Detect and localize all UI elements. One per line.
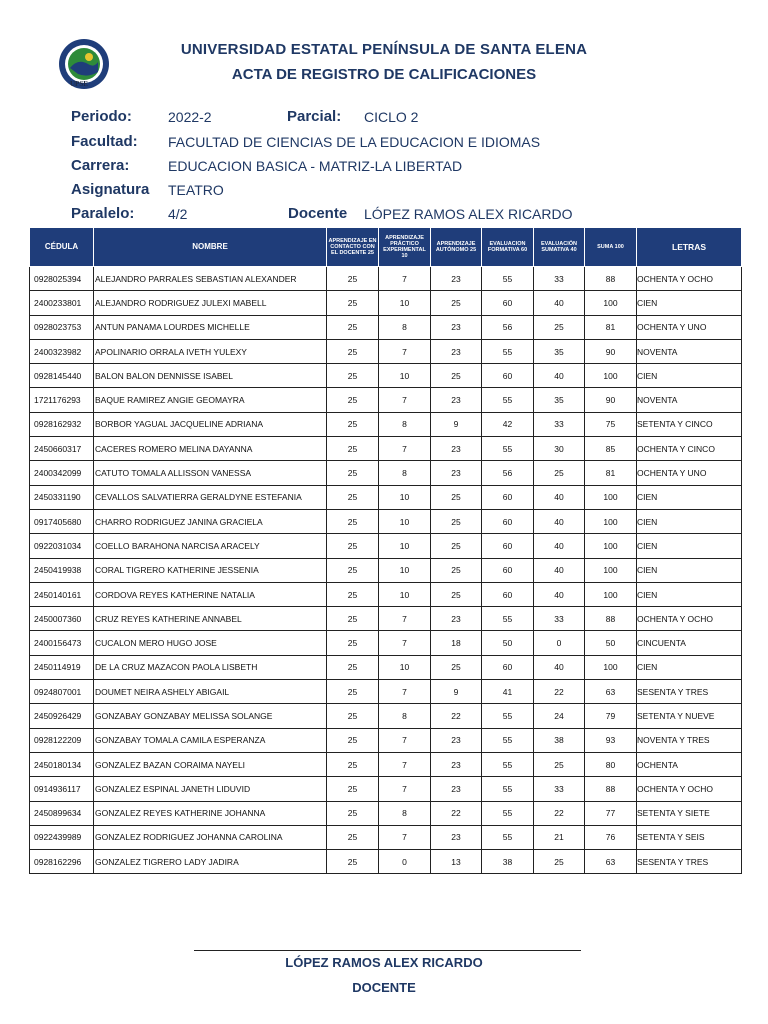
cell-nombre: BORBOR YAGUAL JACQUELINE ADRIANA — [94, 412, 327, 436]
cell-practico: 7 — [379, 388, 431, 412]
cell-cedula: 0922031034 — [30, 534, 94, 558]
table-row — [30, 680, 742, 704]
cell-contacto: 25 — [327, 850, 379, 874]
cell-sumativa: 33 — [534, 777, 585, 801]
table-row — [30, 267, 742, 291]
cell-autonomo: 23 — [431, 825, 482, 849]
cell-practico: 7 — [379, 825, 431, 849]
cell-practico: 8 — [379, 412, 431, 436]
cell-nombre: GONZALEZ ESPINAL JANETH LIDUVID — [94, 777, 327, 801]
cell-cedula: 2450926429 — [30, 704, 94, 728]
cell-letras: CIEN — [637, 582, 742, 606]
cell-practico: 10 — [379, 485, 431, 509]
col-header-formativa: EVALUACION FORMATIVA 60 — [482, 228, 534, 267]
cell-practico: 10 — [379, 364, 431, 388]
cell-nombre: CUCALON MERO HUGO JOSE — [94, 631, 327, 655]
cell-nombre: ALEJANDRO PARRALES SEBASTIAN ALEXANDER — [94, 267, 327, 291]
cell-nombre: CHARRO RODRIGUEZ JANINA GRACIELA — [94, 509, 327, 533]
cell-nombre: CATUTO TOMALA ALLISSON VANESSA — [94, 461, 327, 485]
table-row — [30, 607, 742, 631]
cell-practico: 0 — [379, 850, 431, 874]
cell-sumativa: 33 — [534, 412, 585, 436]
cell-suma: 100 — [585, 364, 637, 388]
cell-formativa: 55 — [482, 267, 534, 291]
cell-sumativa: 40 — [534, 558, 585, 582]
table-row — [30, 534, 742, 558]
cell-autonomo: 25 — [431, 534, 482, 558]
cell-autonomo: 23 — [431, 388, 482, 412]
cell-nombre: GONZALEZ BAZAN CORAIMA NAYELI — [94, 752, 327, 776]
cell-cedula: 0928023753 — [30, 315, 94, 339]
paralelo-label: Paralelo: — [71, 205, 135, 222]
cell-letras: SETENTA Y SIETE — [637, 801, 742, 825]
cell-nombre: GONZABAY TOMALA CAMILA ESPERANZA — [94, 728, 327, 752]
table-header-row — [30, 228, 742, 267]
table-row — [30, 752, 742, 776]
cell-autonomo: 25 — [431, 558, 482, 582]
cell-sumativa: 21 — [534, 825, 585, 849]
cell-contacto: 25 — [327, 315, 379, 339]
cell-formativa: 60 — [482, 534, 534, 558]
carrera-value: EDUCACION BASICA - MATRIZ-LA LIBERTAD — [168, 158, 463, 174]
cell-sumativa: 22 — [534, 801, 585, 825]
cell-formativa: 55 — [482, 777, 534, 801]
cell-practico: 8 — [379, 704, 431, 728]
table-row — [30, 315, 742, 339]
cell-nombre: ANTUN PANAMA LOURDES MICHELLE — [94, 315, 327, 339]
cell-suma: 100 — [585, 534, 637, 558]
cell-sumativa: 35 — [534, 339, 585, 363]
cell-autonomo: 22 — [431, 704, 482, 728]
cell-formativa: 55 — [482, 704, 534, 728]
cell-contacto: 25 — [327, 412, 379, 436]
cell-nombre: GONZALEZ RODRIGUEZ JOHANNA CAROLINA — [94, 825, 327, 849]
cell-practico: 7 — [379, 680, 431, 704]
cell-letras: NOVENTA — [637, 388, 742, 412]
cell-nombre: CRUZ REYES KATHERINE ANNABEL — [94, 607, 327, 631]
cell-practico: 7 — [379, 728, 431, 752]
table-row — [30, 509, 742, 533]
cell-suma: 79 — [585, 704, 637, 728]
cell-autonomo: 23 — [431, 607, 482, 631]
table-row — [30, 777, 742, 801]
cell-sumativa: 40 — [534, 485, 585, 509]
table-row — [30, 291, 742, 315]
periodo-label: Periodo: — [71, 108, 132, 125]
cell-formativa: 55 — [482, 437, 534, 461]
cell-cedula: 2450007360 — [30, 607, 94, 631]
cell-suma: 88 — [585, 607, 637, 631]
cell-suma: 90 — [585, 339, 637, 363]
cell-suma: 100 — [585, 558, 637, 582]
cell-cedula: 2450419938 — [30, 558, 94, 582]
cell-suma: 93 — [585, 728, 637, 752]
cell-letras: CIEN — [637, 291, 742, 315]
cell-letras: OCHENTA Y UNO — [637, 461, 742, 485]
cell-practico: 7 — [379, 607, 431, 631]
cell-sumativa: 40 — [534, 509, 585, 533]
signature-name: LÓPEZ RAMOS ALEX RICARDO — [285, 955, 483, 970]
cell-nombre: DOUMET NEIRA ASHELY ABIGAIL — [94, 680, 327, 704]
cell-cedula: 1721176293 — [30, 388, 94, 412]
cell-contacto: 25 — [327, 728, 379, 752]
cell-letras: NOVENTA — [637, 339, 742, 363]
cell-nombre: ALEJANDRO RODRIGUEZ JULEXI MABELL — [94, 291, 327, 315]
cell-practico: 7 — [379, 752, 431, 776]
cell-autonomo: 25 — [431, 364, 482, 388]
cell-cedula: 2400233801 — [30, 291, 94, 315]
cell-formativa: 55 — [482, 801, 534, 825]
cell-contacto: 25 — [327, 777, 379, 801]
cell-contacto: 25 — [327, 509, 379, 533]
cell-sumativa: 25 — [534, 752, 585, 776]
cell-cedula: 0924807001 — [30, 680, 94, 704]
asignatura-label: Asignatura — [71, 181, 150, 198]
cell-formativa: 55 — [482, 607, 534, 631]
parcial-label: Parcial: — [287, 108, 342, 125]
col-header-autonomo: APRENDIZAJE AUTÓNOMO 25 — [431, 228, 482, 267]
cell-autonomo: 23 — [431, 437, 482, 461]
col-header-contacto: APRENDIZAJE EN CONTACTO CON EL DOCENTE 25 — [327, 228, 379, 267]
university-title: UNIVERSIDAD ESTATAL PENÍNSULA DE SANTA ELENA — [180, 41, 588, 58]
cell-letras: SESENTA Y TRES — [637, 680, 742, 704]
table-row — [30, 364, 742, 388]
cell-sumativa: 40 — [534, 364, 585, 388]
parcial-value: CICLO 2 — [364, 109, 419, 125]
cell-cedula: 0928122209 — [30, 728, 94, 752]
cell-autonomo: 9 — [431, 412, 482, 436]
facultad-value: FACULTAD DE CIENCIAS DE LA EDUCACION E IDIOMAS — [168, 134, 541, 150]
cell-cedula: 2450899634 — [30, 801, 94, 825]
cell-practico: 10 — [379, 655, 431, 679]
cell-cedula: 2400323982 — [30, 339, 94, 363]
cell-suma: 63 — [585, 850, 637, 874]
cell-letras: NOVENTA Y TRES — [637, 728, 742, 752]
cell-contacto: 25 — [327, 752, 379, 776]
cell-suma: 100 — [585, 655, 637, 679]
cell-suma: 81 — [585, 461, 637, 485]
cell-suma: 100 — [585, 291, 637, 315]
table-row — [30, 582, 742, 606]
cell-nombre: GONZABAY GONZABAY MELISSA SOLANGE — [94, 704, 327, 728]
cell-autonomo: 23 — [431, 461, 482, 485]
table-row — [30, 485, 742, 509]
cell-autonomo: 25 — [431, 582, 482, 606]
cell-formativa: 55 — [482, 339, 534, 363]
cell-suma: 85 — [585, 437, 637, 461]
cell-contacto: 25 — [327, 437, 379, 461]
cell-letras: OCHENTA Y OCHO — [637, 607, 742, 631]
table-row — [30, 655, 742, 679]
cell-formativa: 56 — [482, 315, 534, 339]
cell-autonomo: 23 — [431, 777, 482, 801]
cell-practico: 7 — [379, 631, 431, 655]
logo-text: UPSE — [70, 80, 88, 88]
cell-letras: CIEN — [637, 534, 742, 558]
cell-contacto: 25 — [327, 461, 379, 485]
table-row — [30, 412, 742, 436]
cell-sumativa: 25 — [534, 850, 585, 874]
cell-nombre: GONZALEZ REYES KATHERINE JOHANNA — [94, 801, 327, 825]
cell-letras: OCHENTA Y CINCO — [637, 437, 742, 461]
table-row — [30, 825, 742, 849]
cell-cedula: 2450140161 — [30, 582, 94, 606]
facultad-label: Facultad: — [71, 133, 138, 150]
cell-letras: OCHENTA Y UNO — [637, 315, 742, 339]
cell-cedula: 0914936117 — [30, 777, 94, 801]
cell-formativa: 56 — [482, 461, 534, 485]
cell-autonomo: 25 — [431, 485, 482, 509]
cell-nombre: APOLINARIO ORRALA IVETH YULEXY — [94, 339, 327, 363]
table-row — [30, 388, 742, 412]
cell-suma: 100 — [585, 509, 637, 533]
cell-letras: SETENTA Y NUEVE — [637, 704, 742, 728]
col-header-nombre: NOMBRE — [94, 228, 327, 267]
cell-formativa: 60 — [482, 558, 534, 582]
asignatura-value: TEATRO — [168, 182, 224, 198]
cell-contacto: 25 — [327, 267, 379, 291]
col-header-letras: LETRAS — [637, 228, 742, 267]
cell-practico: 7 — [379, 267, 431, 291]
cell-sumativa: 25 — [534, 315, 585, 339]
cell-cedula: 0928162932 — [30, 412, 94, 436]
cell-letras: SESENTA Y TRES — [637, 850, 742, 874]
cell-autonomo: 25 — [431, 291, 482, 315]
cell-sumativa: 33 — [534, 267, 585, 291]
cell-suma: 100 — [585, 582, 637, 606]
cell-cedula: 0928145440 — [30, 364, 94, 388]
cell-contacto: 25 — [327, 631, 379, 655]
cell-contacto: 25 — [327, 704, 379, 728]
cell-sumativa: 38 — [534, 728, 585, 752]
cell-formativa: 60 — [482, 291, 534, 315]
cell-sumativa: 24 — [534, 704, 585, 728]
cell-practico: 8 — [379, 461, 431, 485]
table-row — [30, 850, 742, 874]
cell-contacto: 25 — [327, 364, 379, 388]
cell-cedula: 0928025394 — [30, 267, 94, 291]
cell-nombre: GONZALEZ TIGRERO LADY JADIRA — [94, 850, 327, 874]
cell-suma: 80 — [585, 752, 637, 776]
cell-nombre: CORDOVA REYES KATHERINE NATALIA — [94, 582, 327, 606]
cell-sumativa: 33 — [534, 607, 585, 631]
cell-autonomo: 25 — [431, 509, 482, 533]
table-row — [30, 437, 742, 461]
cell-letras: CIEN — [637, 655, 742, 679]
cell-cedula: 0928162296 — [30, 850, 94, 874]
cell-contacto: 25 — [327, 534, 379, 558]
cell-sumativa: 40 — [534, 655, 585, 679]
table-row — [30, 339, 742, 363]
col-header-suma: SUMA 100 — [585, 228, 637, 267]
cell-contacto: 25 — [327, 558, 379, 582]
cell-cedula: 2450331190 — [30, 485, 94, 509]
cell-formativa: 50 — [482, 631, 534, 655]
cell-cedula: 2450180134 — [30, 752, 94, 776]
cell-formativa: 55 — [482, 388, 534, 412]
cell-practico: 8 — [379, 315, 431, 339]
cell-sumativa: 35 — [534, 388, 585, 412]
cell-sumativa: 22 — [534, 680, 585, 704]
cell-autonomo: 25 — [431, 655, 482, 679]
cell-suma: 77 — [585, 801, 637, 825]
cell-nombre: CEVALLOS SALVATIERRA GERALDYNE ESTEFANIA — [94, 485, 327, 509]
cell-cedula: 0922439989 — [30, 825, 94, 849]
cell-letras: OCHENTA Y OCHO — [637, 777, 742, 801]
cell-nombre: DE LA CRUZ MAZACON PAOLA LISBETH — [94, 655, 327, 679]
cell-sumativa: 30 — [534, 437, 585, 461]
cell-cedula: 2450660317 — [30, 437, 94, 461]
cell-formativa: 42 — [482, 412, 534, 436]
cell-cedula: 2400156473 — [30, 631, 94, 655]
cell-practico: 10 — [379, 558, 431, 582]
cell-contacto: 25 — [327, 485, 379, 509]
table-row — [30, 704, 742, 728]
cell-nombre: COELLO BARAHONA NARCISA ARACELY — [94, 534, 327, 558]
cell-suma: 81 — [585, 315, 637, 339]
col-header-sumativa: EVALUACIÓN SUMATIVA 40 — [534, 228, 585, 267]
signature-line — [194, 950, 581, 951]
table-row — [30, 461, 742, 485]
cell-contacto: 25 — [327, 801, 379, 825]
cell-suma: 63 — [585, 680, 637, 704]
cell-practico: 7 — [379, 437, 431, 461]
cell-autonomo: 22 — [431, 801, 482, 825]
cell-autonomo: 18 — [431, 631, 482, 655]
docente-value: LÓPEZ RAMOS ALEX RICARDO — [364, 206, 573, 222]
cell-practico: 7 — [379, 777, 431, 801]
cell-contacto: 25 — [327, 607, 379, 631]
cell-autonomo: 9 — [431, 680, 482, 704]
cell-nombre: CACERES ROMERO MELINA DAYANNA — [94, 437, 327, 461]
cell-sumativa: 40 — [534, 291, 585, 315]
cell-formativa: 55 — [482, 825, 534, 849]
paralelo-value: 4/2 — [168, 206, 188, 222]
cell-autonomo: 13 — [431, 850, 482, 874]
cell-contacto: 25 — [327, 388, 379, 412]
cell-letras: OCHENTA — [637, 752, 742, 776]
table-row — [30, 631, 742, 655]
cell-letras: CIEN — [637, 558, 742, 582]
cell-formativa: 60 — [482, 655, 534, 679]
cell-contacto: 25 — [327, 339, 379, 363]
cell-formativa: 38 — [482, 850, 534, 874]
cell-contacto: 25 — [327, 655, 379, 679]
periodo-value: 2022-2 — [168, 109, 212, 125]
cell-sumativa: 40 — [534, 534, 585, 558]
cell-cedula: 0917405680 — [30, 509, 94, 533]
cell-suma: 90 — [585, 388, 637, 412]
table-row — [30, 801, 742, 825]
cell-suma: 76 — [585, 825, 637, 849]
cell-contacto: 25 — [327, 680, 379, 704]
table-row — [30, 728, 742, 752]
cell-practico: 10 — [379, 582, 431, 606]
cell-letras: OCHENTA Y OCHO — [637, 267, 742, 291]
cell-contacto: 25 — [327, 825, 379, 849]
col-header-cedula: CÉDULA — [30, 228, 94, 267]
col-header-practico: APRENDIZAJE PRÁCTICO EXPERIMENTAL 10 — [379, 228, 431, 267]
cell-cedula: 2400342099 — [30, 461, 94, 485]
cell-cedula: 2450114919 — [30, 655, 94, 679]
cell-suma: 88 — [585, 777, 637, 801]
cell-formativa: 55 — [482, 752, 534, 776]
table-row — [30, 558, 742, 582]
cell-contacto: 25 — [327, 582, 379, 606]
cell-formativa: 60 — [482, 582, 534, 606]
cell-suma: 50 — [585, 631, 637, 655]
cell-letras: CIEN — [637, 509, 742, 533]
cell-nombre: BALON BALON DENNISSE ISABEL — [94, 364, 327, 388]
cell-sumativa: 0 — [534, 631, 585, 655]
cell-practico: 10 — [379, 509, 431, 533]
cell-autonomo: 23 — [431, 315, 482, 339]
cell-nombre: CORAL TIGRERO KATHERINE JESSENIA — [94, 558, 327, 582]
docente-label: Docente — [288, 205, 348, 222]
cell-sumativa: 40 — [534, 582, 585, 606]
cell-practico: 7 — [379, 339, 431, 363]
cell-formativa: 60 — [482, 485, 534, 509]
cell-contacto: 25 — [327, 291, 379, 315]
signature-role: DOCENTE — [352, 980, 416, 995]
cell-formativa: 60 — [482, 509, 534, 533]
carrera-label: Carrera: — [71, 157, 130, 174]
cell-suma: 75 — [585, 412, 637, 436]
cell-nombre: BAQUE RAMIREZ ANGIE GEOMAYRA — [94, 388, 327, 412]
cell-autonomo: 23 — [431, 267, 482, 291]
grades-table — [29, 227, 742, 874]
cell-suma: 100 — [585, 485, 637, 509]
cell-suma: 88 — [585, 267, 637, 291]
cell-letras: CIEN — [637, 364, 742, 388]
cell-letras: CIEN — [637, 485, 742, 509]
cell-letras: SETENTA Y SEIS — [637, 825, 742, 849]
cell-autonomo: 23 — [431, 339, 482, 363]
cell-practico: 10 — [379, 291, 431, 315]
cell-practico: 8 — [379, 801, 431, 825]
cell-practico: 10 — [379, 534, 431, 558]
cell-formativa: 55 — [482, 728, 534, 752]
cell-formativa: 60 — [482, 364, 534, 388]
cell-formativa: 41 — [482, 680, 534, 704]
document-title: ACTA DE REGISTRO DE CALIFICACIONES — [231, 66, 537, 83]
cell-sumativa: 25 — [534, 461, 585, 485]
cell-letras: SETENTA Y CINCO — [637, 412, 742, 436]
cell-letras: CINCUENTA — [637, 631, 742, 655]
cell-autonomo: 23 — [431, 728, 482, 752]
cell-autonomo: 23 — [431, 752, 482, 776]
